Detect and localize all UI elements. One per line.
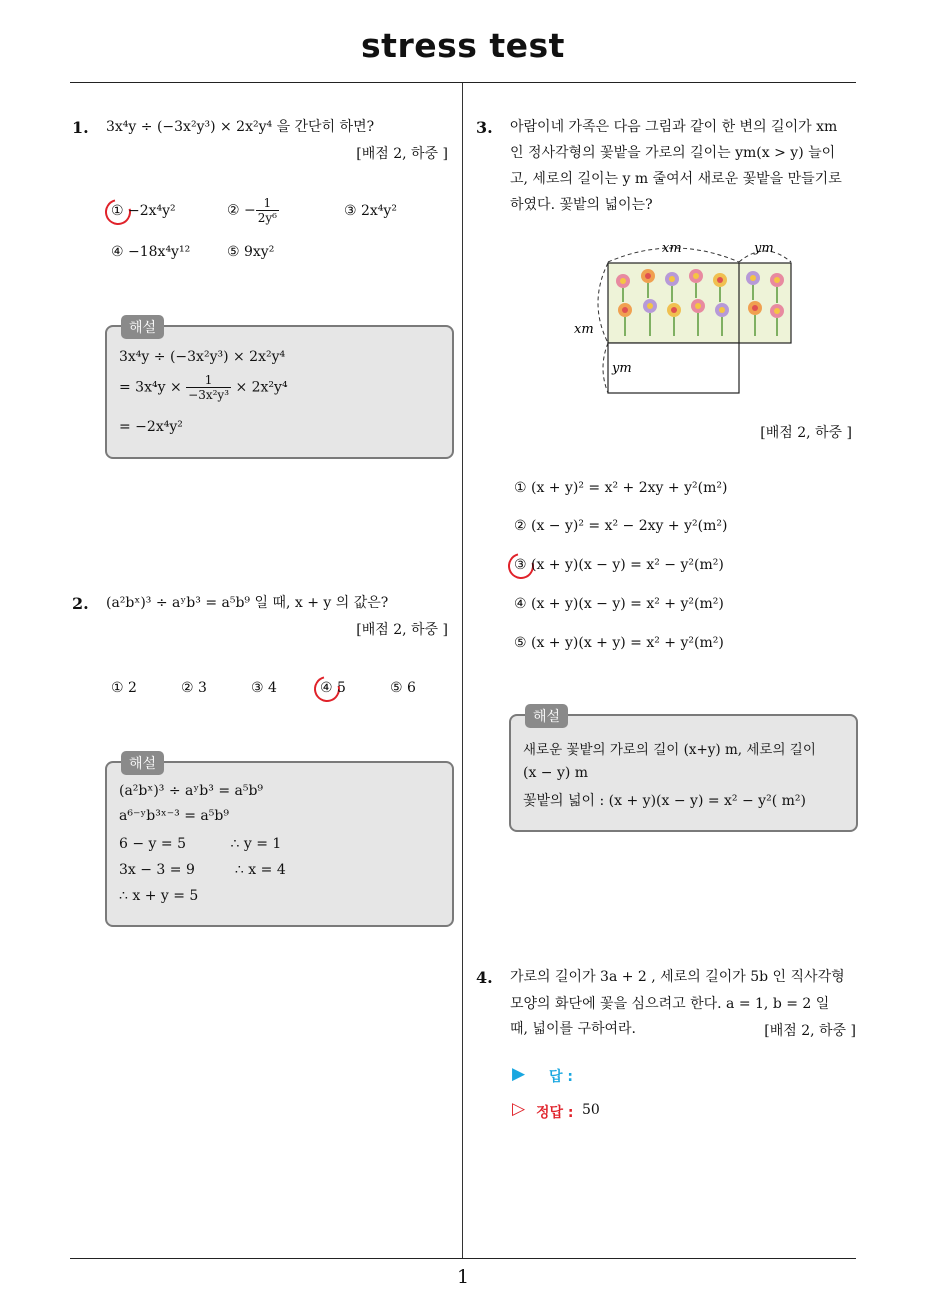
q2-solution-line-2: a⁶⁻ʸb³ˣ⁻³ = a⁵b⁹ (119, 808, 229, 824)
q4-correct-label: 정답 : (536, 1105, 574, 1121)
q3-solution-line-2: (x − y) m (523, 765, 589, 781)
q1-option-2-sign: − (244, 202, 256, 219)
q2-solution-label: 해설 (121, 751, 164, 775)
label-left-x: xm (574, 322, 594, 337)
q1-number: 1. (72, 118, 89, 137)
q2-option-5[interactable]: ⑤ 6 (390, 680, 416, 696)
q2-option-2[interactable]: ② 3 (181, 680, 207, 696)
flower-icon (641, 269, 655, 283)
flower-icon (643, 299, 657, 313)
q3-text-line-3: 고, 세로의 길이는 y m 줄여서 새로운 꽃밭을 만들기로 (510, 171, 842, 187)
label-left-y: ym (612, 361, 632, 376)
q1-solution-numerator: 1 (186, 373, 231, 388)
q1-option-5[interactable]: ⑤ 9xy² (227, 244, 275, 260)
q1-option-3[interactable]: ③ 2x⁴y² (344, 203, 397, 219)
page-number: 1 (456, 1266, 470, 1288)
arc-left-x (598, 263, 608, 343)
flower-icon (713, 273, 727, 287)
q2-solution-line-4: 3x − 3 = 9 ∴ x = 4 (119, 862, 286, 878)
q4-correct-value: 50 (582, 1102, 600, 1118)
q4-answer-label: 답 : (549, 1069, 573, 1085)
label-top-x: xm (662, 241, 682, 256)
q3-flowerbed-figure (570, 236, 810, 401)
q1-option-2-label: ② (227, 202, 240, 219)
q1-option-1[interactable]: ① −2x⁴y² (111, 203, 176, 219)
q2-solution-line-5: ∴ x + y = 5 (119, 888, 199, 904)
arc-left-y (603, 343, 608, 393)
q4-text-line-1: 가로의 길이가 3a + 2 , 세로의 길이가 5b 인 직사각형 (510, 969, 845, 985)
footer-rule (70, 1258, 856, 1259)
flower-icon (667, 303, 681, 317)
q3-text-line-4: 하였다. 꽃밭의 넓이는? (510, 197, 653, 213)
q3-option-1[interactable]: ① (x + y)² = x² + 2xy + y²(m²) (514, 480, 728, 496)
q2-score: [배점 2, 하중 ] (356, 622, 448, 638)
q2-option-4[interactable]: ④ 5 (320, 680, 346, 696)
q2-solution-line-1: (a²bˣ)³ ÷ aʸb³ = a⁵b⁹ (119, 783, 264, 799)
flower-icon (689, 269, 703, 283)
q1-option-2-denominator: 2y⁶ (257, 211, 277, 225)
q1-score: [배점 2, 하중 ] (356, 146, 448, 162)
q1-option-2[interactable] (227, 196, 279, 225)
flower-icon (665, 272, 679, 286)
column-divider (462, 83, 463, 1259)
q1-solution-fraction (186, 373, 231, 402)
correct-marker-icon: ▷ (512, 1099, 526, 1119)
q3-option-5[interactable]: ⑤ (x + y)(x + y) = x² + y²(m²) (514, 635, 724, 651)
q3-option-2[interactable]: ② (x − y)² = x² − 2xy + y²(m²) (514, 518, 728, 534)
q1-text: 3x⁴y ÷ (−3x²y³) × 2x²y⁴ 을 간단히 하면? (106, 119, 375, 135)
flower-icon (691, 299, 705, 313)
q3-text-line-1: 아람이네 가족은 다음 그림과 같이 한 변의 길이가 xm (510, 119, 838, 135)
q3-solution-box (509, 709, 858, 832)
q3-text-line-2: 인 정사각형의 꽃밭을 가로의 길이는 ym(x > y) 늘이 (510, 145, 836, 161)
flower-icon (618, 303, 632, 317)
q3-number: 3. (476, 118, 493, 137)
q3-score: [배점 2, 하중 ] (760, 425, 852, 441)
q1-solution-label: 해설 (121, 315, 164, 339)
answer-marker-icon: ▶ (512, 1064, 526, 1084)
q1-solution-line-2-post: × 2x²y⁴ (235, 379, 288, 396)
q1-solution-line-1: 3x⁴y ÷ (−3x²y³) × 2x²y⁴ (119, 349, 286, 365)
flower-icon (770, 273, 784, 287)
q1-solution-box (105, 320, 454, 459)
q2-text: (a²bˣ)³ ÷ aʸb³ = a⁵b⁹ 일 때, x + y 의 값은? (106, 595, 389, 611)
flower-icon (746, 271, 760, 285)
q4-text-line-3: 때, 넓이를 구하여라. (510, 1021, 636, 1037)
flower-icon (770, 304, 784, 318)
flowerbed-plot (608, 263, 791, 393)
q2-solution-box (105, 756, 454, 927)
label-top-y: ym (754, 241, 774, 256)
q2-option-1[interactable]: ① 2 (111, 680, 137, 696)
q2-number: 2. (72, 594, 89, 613)
q2-solution-line-3: 6 − y = 5 ∴ y = 1 (119, 836, 282, 852)
q4-text-line-2: 모양의 화단에 꽃을 심으려고 한다. a = 1, b = 2 일 (510, 996, 830, 1012)
q3-solution-line-1: 새로운 꽃밭의 가로의 길이 (x+y) m, 세로의 길이 (523, 742, 816, 758)
q3-option-3[interactable]: ③ (x + y)(x − y) = x² − y²(m²) (514, 557, 724, 573)
q2-option-3[interactable]: ③ 4 (251, 680, 277, 696)
header-rule (70, 82, 856, 83)
q1-solution-line-2-pre: = 3x⁴y × (119, 379, 182, 396)
q4-score: [배점 2, 하중 ] (764, 1023, 856, 1039)
q3-option-4[interactable]: ④ (x + y)(x − y) = x² + y²(m²) (514, 596, 724, 612)
q1-solution-line-2 (119, 373, 288, 402)
flower-icon (715, 303, 729, 317)
flower-icon (616, 274, 630, 288)
q1-solution-line-3: = −2x⁴y² (119, 419, 183, 435)
flower-icon (748, 301, 762, 315)
q1-option-2-fraction (256, 196, 279, 225)
q3-solution-line-3: 꽃밭의 넓이 : (x + y)(x − y) = x² − y²( m²) (523, 793, 806, 809)
q1-option-2-numerator: 1 (256, 196, 279, 211)
q1-solution-denominator: −3x²y³ (188, 388, 229, 402)
q3-solution-label: 해설 (525, 704, 568, 728)
page-title: stress test (361, 26, 565, 65)
q4-number: 4. (476, 968, 493, 987)
q1-option-4[interactable]: ④ −18x⁴y¹² (111, 244, 191, 260)
